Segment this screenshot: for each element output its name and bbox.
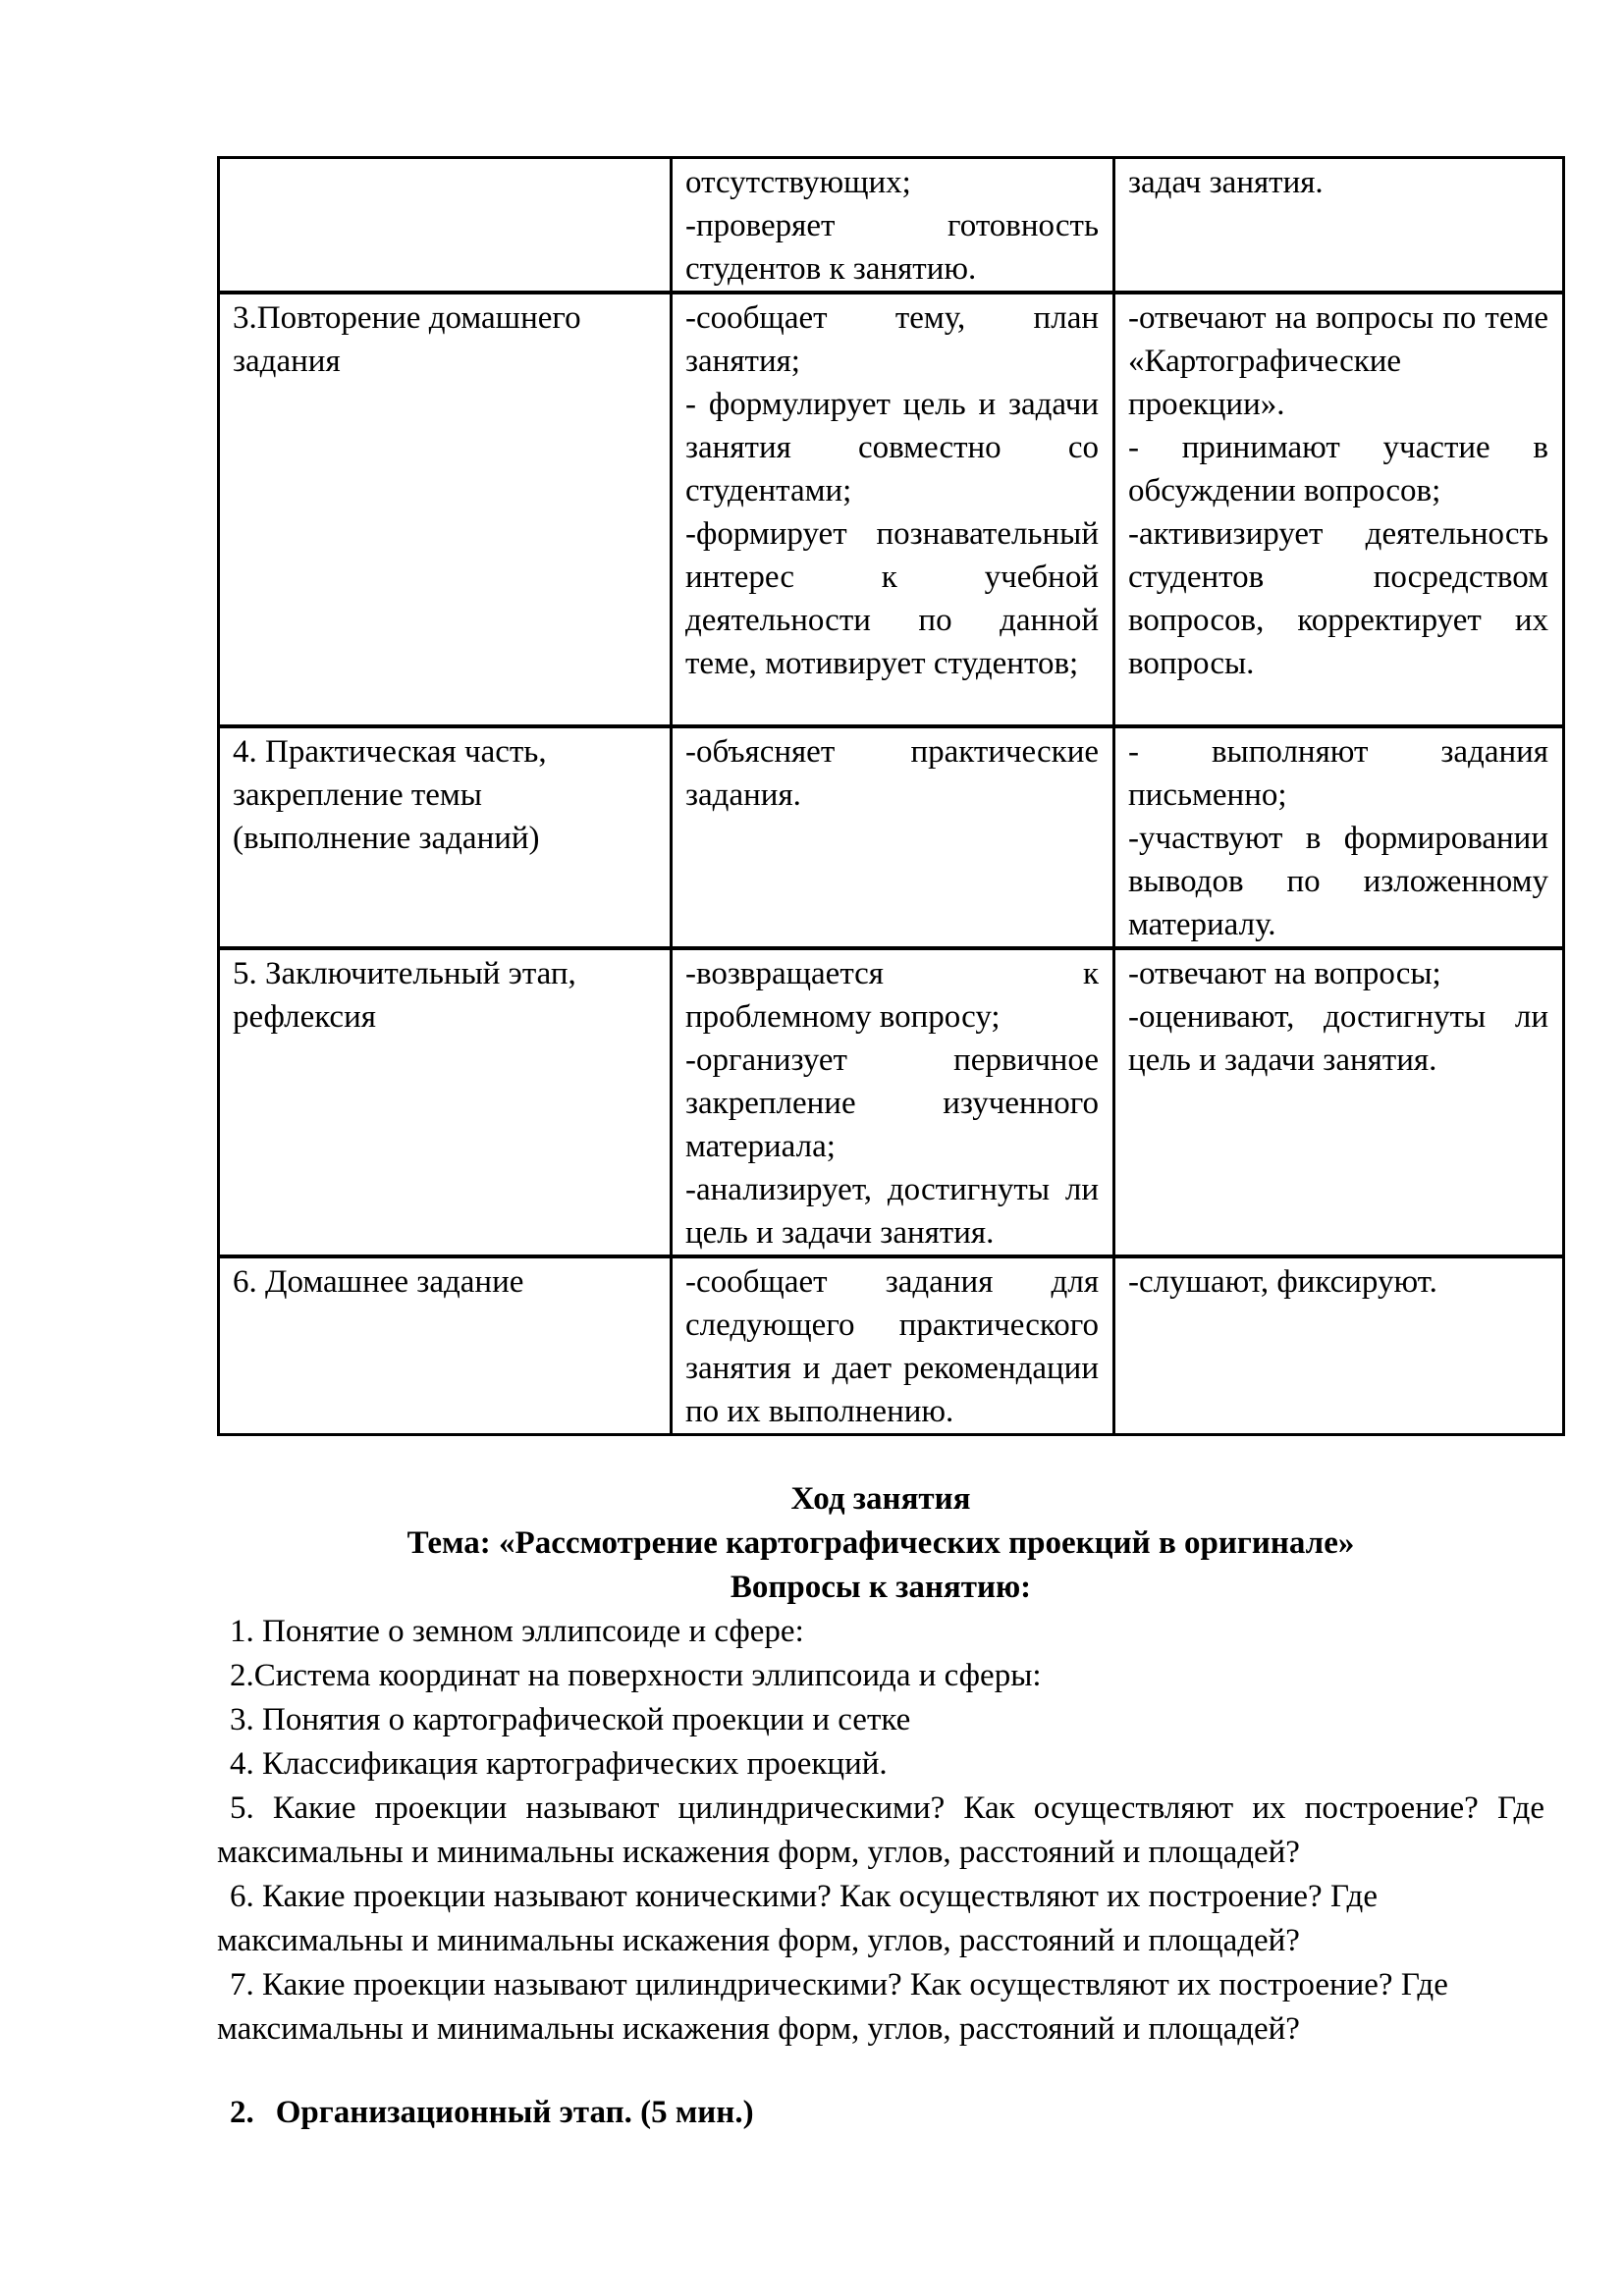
text-line: 3. Понятия о картографической проекции и сетке (230, 1702, 911, 1737)
question-item (217, 1610, 1544, 1654)
text-line: 6. Какие проекции называют коническими? Как осуществляют их построение? Где (230, 1879, 1378, 1914)
org-stage-title: Организационный этап. (5 мин.) (275, 2095, 754, 2130)
paragraph: - принимают участие в обсуждении вопросов; (1128, 430, 1548, 508)
lesson-stages-table (217, 156, 1565, 1436)
paragraph: -оценивают, достигнуты ли цель и задачи занятия. (1128, 999, 1548, 1078)
paragraph: 5. Заключительный этап, рефлексия (233, 956, 576, 1035)
students-activity-cell (1114, 158, 1564, 294)
text-line: 2.Система координат на поверхности эллипсоида и сферы: (230, 1658, 1042, 1693)
paragraph: -активизирует деятельность студентов посредством вопросов, корректирует их вопросы. (1128, 516, 1548, 681)
paragraph: отсутствующих; (685, 165, 911, 200)
paragraph: 3.Повторение домашнего задания (233, 300, 581, 379)
stage-cell (219, 293, 672, 726)
students-activity-cell (1114, 948, 1564, 1256)
stage-cell (219, 1256, 672, 1435)
text-line: 5. Какие проекции называют цилиндрическими? Как осуществляют их построение? Где (230, 1790, 1544, 1826)
text-line: максимальны и минимальны искажения форм, углов, расстояний и площадей? (217, 1923, 1300, 1958)
table-row (219, 293, 1564, 726)
table-row (219, 1256, 1564, 1435)
text-line: максимальны и минимальны искажения форм, углов, расстояний и площадей? (217, 1835, 1300, 1870)
question-item (217, 1698, 1544, 1742)
paragraph: -отвечают на вопросы по теме «Картографические проекции». (1128, 300, 1548, 422)
course-heading: Ход занятия (790, 1481, 971, 1517)
paragraph: -возвращается к проблемному вопросу; (685, 956, 1099, 1035)
table-row (219, 158, 1564, 294)
after-table-text (217, 1477, 1544, 2052)
paragraph: - формулирует цель и задачи занятия совместно со студентами; (685, 387, 1099, 508)
question-item (217, 1787, 1544, 1875)
paragraph: 6. Домашнее задание (233, 1264, 524, 1300)
questions-title: Вопросы к занятию: (730, 1570, 1032, 1605)
question-item (217, 1963, 1544, 2052)
paragraph: -сообщает тему, план занятия; (685, 300, 1099, 379)
table-row (219, 726, 1564, 948)
text-line: максимальны и минимальны искажения форм, углов, расстояний и площадей? (217, 2011, 1300, 2047)
org-stage-heading (217, 2091, 1544, 2135)
paragraph: задач занятия. (1128, 165, 1324, 200)
teacher-activity-cell (672, 158, 1114, 294)
question-item (217, 1742, 1544, 1787)
paragraph: 4. Практическая часть, закрепление темы (выполнение заданий) (233, 734, 547, 856)
paragraph: -отвечают на вопросы; (1128, 956, 1441, 991)
paragraph: -слушают, фиксируют. (1128, 1264, 1437, 1300)
text-line: 7. Какие проекции называют цилиндрическими? Как осуществляют их построение? Где (230, 1967, 1448, 2002)
stage-cell (219, 726, 672, 948)
org-stage-number: 2. (230, 2095, 254, 2130)
paragraph: -анализирует, достигнуты ли цель и задачи занятия. (685, 1172, 1099, 1251)
paragraph: -организует первичное закрепление изученного материала; (685, 1042, 1099, 1164)
lesson-topic-heading: Тема: «Рассмотрение картографических проекций в оригинале» (406, 1525, 1355, 1561)
paragraph: -сообщает задания для следующего практического занятия и дает рекомендации по их выполнению. (685, 1264, 1099, 1429)
text-line: 1. Понятие о земном эллипсоиде и сфере: (230, 1614, 804, 1649)
teacher-activity-cell (672, 948, 1114, 1256)
question-item (217, 1875, 1544, 1963)
stage-cell (219, 948, 672, 1256)
paragraph: -объясняет практические задания. (685, 734, 1099, 813)
teacher-activity-cell (672, 726, 1114, 948)
table-row (219, 948, 1564, 1256)
paragraph: -формирует познавательный интерес к учебной деятельности по данной теме, мотивирует студентов; (685, 516, 1099, 681)
text-line: 4. Классификация картографических проекций. (230, 1746, 888, 1782)
paragraph: -участвуют в формировании выводов по изложенному материалу. (1128, 821, 1548, 942)
students-activity-cell (1114, 293, 1564, 726)
teacher-activity-cell (672, 293, 1114, 726)
teacher-activity-cell (672, 1256, 1114, 1435)
paragraph: -проверяет готовность студентов к занятию. (685, 208, 1099, 287)
stage-cell (219, 158, 672, 294)
paragraph: - выполняют задания письменно; (1128, 734, 1548, 813)
students-activity-cell (1114, 726, 1564, 948)
students-activity-cell (1114, 1256, 1564, 1435)
question-item (217, 1654, 1544, 1698)
